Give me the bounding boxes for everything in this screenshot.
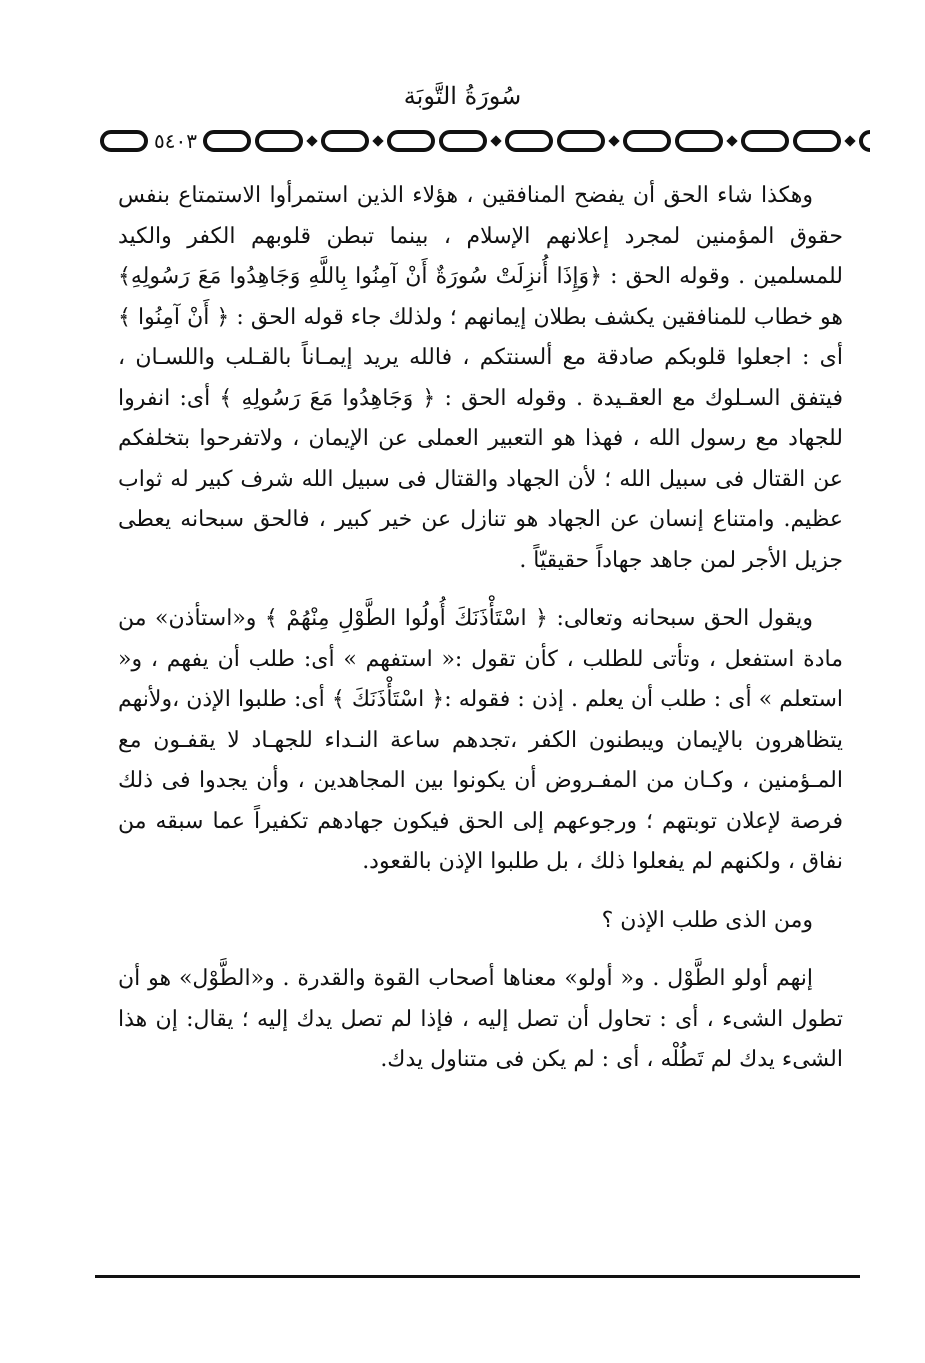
ornament-link bbox=[793, 130, 841, 152]
ornament-link bbox=[859, 130, 870, 152]
page-number: ٥٤٠٣ bbox=[154, 129, 197, 153]
ornament-link bbox=[505, 130, 553, 152]
ornament-link bbox=[741, 130, 789, 152]
ornament-diamond bbox=[490, 135, 501, 146]
paragraph-3: ومن الذى طلب الإذن ؟ bbox=[601, 907, 813, 933]
ornament-link bbox=[439, 130, 487, 152]
ornament-link bbox=[255, 130, 303, 152]
ornament-diamond bbox=[608, 135, 619, 146]
ornament-link bbox=[623, 130, 671, 152]
ornament-diamond bbox=[372, 135, 383, 146]
ornament-diamond bbox=[306, 135, 317, 146]
paragraph-2: ويقول الحق سبحانه وتعالى: ﴿ اسْتَأْذَنَكَ أُولُوا الطَّوْلِ مِنْهُمْ ﴾ و«استأذن» من مادة استفعل ، وتأتى للطلب ، كأن تقول :« استفهم » أى: طلب أن يفهم ، و« استعلم » أى : طلب أن يعلم . إذن : فقوله :﴿ اسْتَأْذَنَكَ ﴾ أى: طلبوا الإذن ،ولأنهم يتظاهرون بالإيمان ويبطنون الكفر ،تجدهم ساعة النـداء للجهـاد لا يقفـون مع المـؤمنين ، وكـان من المفـروض أن يكونوا بين المجاهدين ، وأن يجدوا فى ذلك فرصة لإعلان توبتهم ؛ ورجوعهم إلى الحق فيكون جهادهم تكفيراً عما سبقه من نفاق ، ولكنهم لم يفعلوا ذلك ، بل طلبوا الإذن بالقعود. bbox=[118, 606, 843, 874]
ornament-link bbox=[321, 130, 369, 152]
body-text bbox=[118, 176, 843, 1081]
paragraph-4: إنهم أولو الطَّوْل . و« أولو» معناها أصحاب القوة والقدرة . و«الطَّوْل» هو أن تطول الشىء ، أى : تحاول أن تصل إليه ، فإذا لم تصل يدك إليه ؛ يقال: إن هذا الشىء يدك لم تَطُلْه ، أى : لم يكن فى متناول يدك. bbox=[118, 966, 843, 1072]
surah-title: سُورَةُ التَّوبَة bbox=[403, 82, 522, 110]
header-ornament bbox=[98, 124, 870, 158]
paragraph-1: وهكذا شاء الحق أن يفضح المنافقين ، هؤلاء الذين استمرأوا الاستمتاع بنفس حقوق المؤمنين لمجرد إعلانهم الإسلام ، بينما تبطن قلوبهم الكفر والكيد للمسلمين . وقوله الحق : ﴿وَإِذَا أُنزِلَتْ سُورَةٌ أَنْ آمِنُوا بِاللَّهِ وَجَاهِدُوا مَعَ رَسُولِهِ﴾ هو خطاب للمنافقين يكشف بطلان إيمانهم ؛ ولذلك جاء قوله الحق : ﴿ أَنْ آمِنُوا ﴾ أى : اجعلوا قلوبكم صادقة مع ألسنتكم ، فالله يريد إيمـاناً بالقـلب واللسـان ، فيتفق السـلوك مع العقـيدة . وقوله الحق : ﴿ وَجَاهِدُوا مَعَ رَسُولِهِ ﴾ أى: انفروا للجهاد مع رسول الله ، فهذا هو التعبير العملى عن الإيمان ، ولاتفرحوا بتخلفكم عن القتال فى سبيل الله ؛ لأن الجهاد والقتال فى سبيل الله شرف كبير له ثواب عظيم. وامتناع إنسان عن الجهاد هو تنازل عن خير كبير ، فالحق سبحانه يعطى جزيل الأجر لمن جاهد جهاداً حقيقيّاً . bbox=[118, 183, 843, 573]
ornament-link bbox=[557, 130, 605, 152]
ornament-link bbox=[203, 130, 251, 152]
ornament-chain bbox=[201, 128, 870, 154]
ornament-link bbox=[387, 130, 435, 152]
ornament-link bbox=[100, 130, 148, 152]
ornament-diamond bbox=[844, 135, 855, 146]
ornament-diamond bbox=[726, 135, 737, 146]
footer-rule bbox=[95, 1275, 860, 1278]
ornament-link bbox=[675, 130, 723, 152]
